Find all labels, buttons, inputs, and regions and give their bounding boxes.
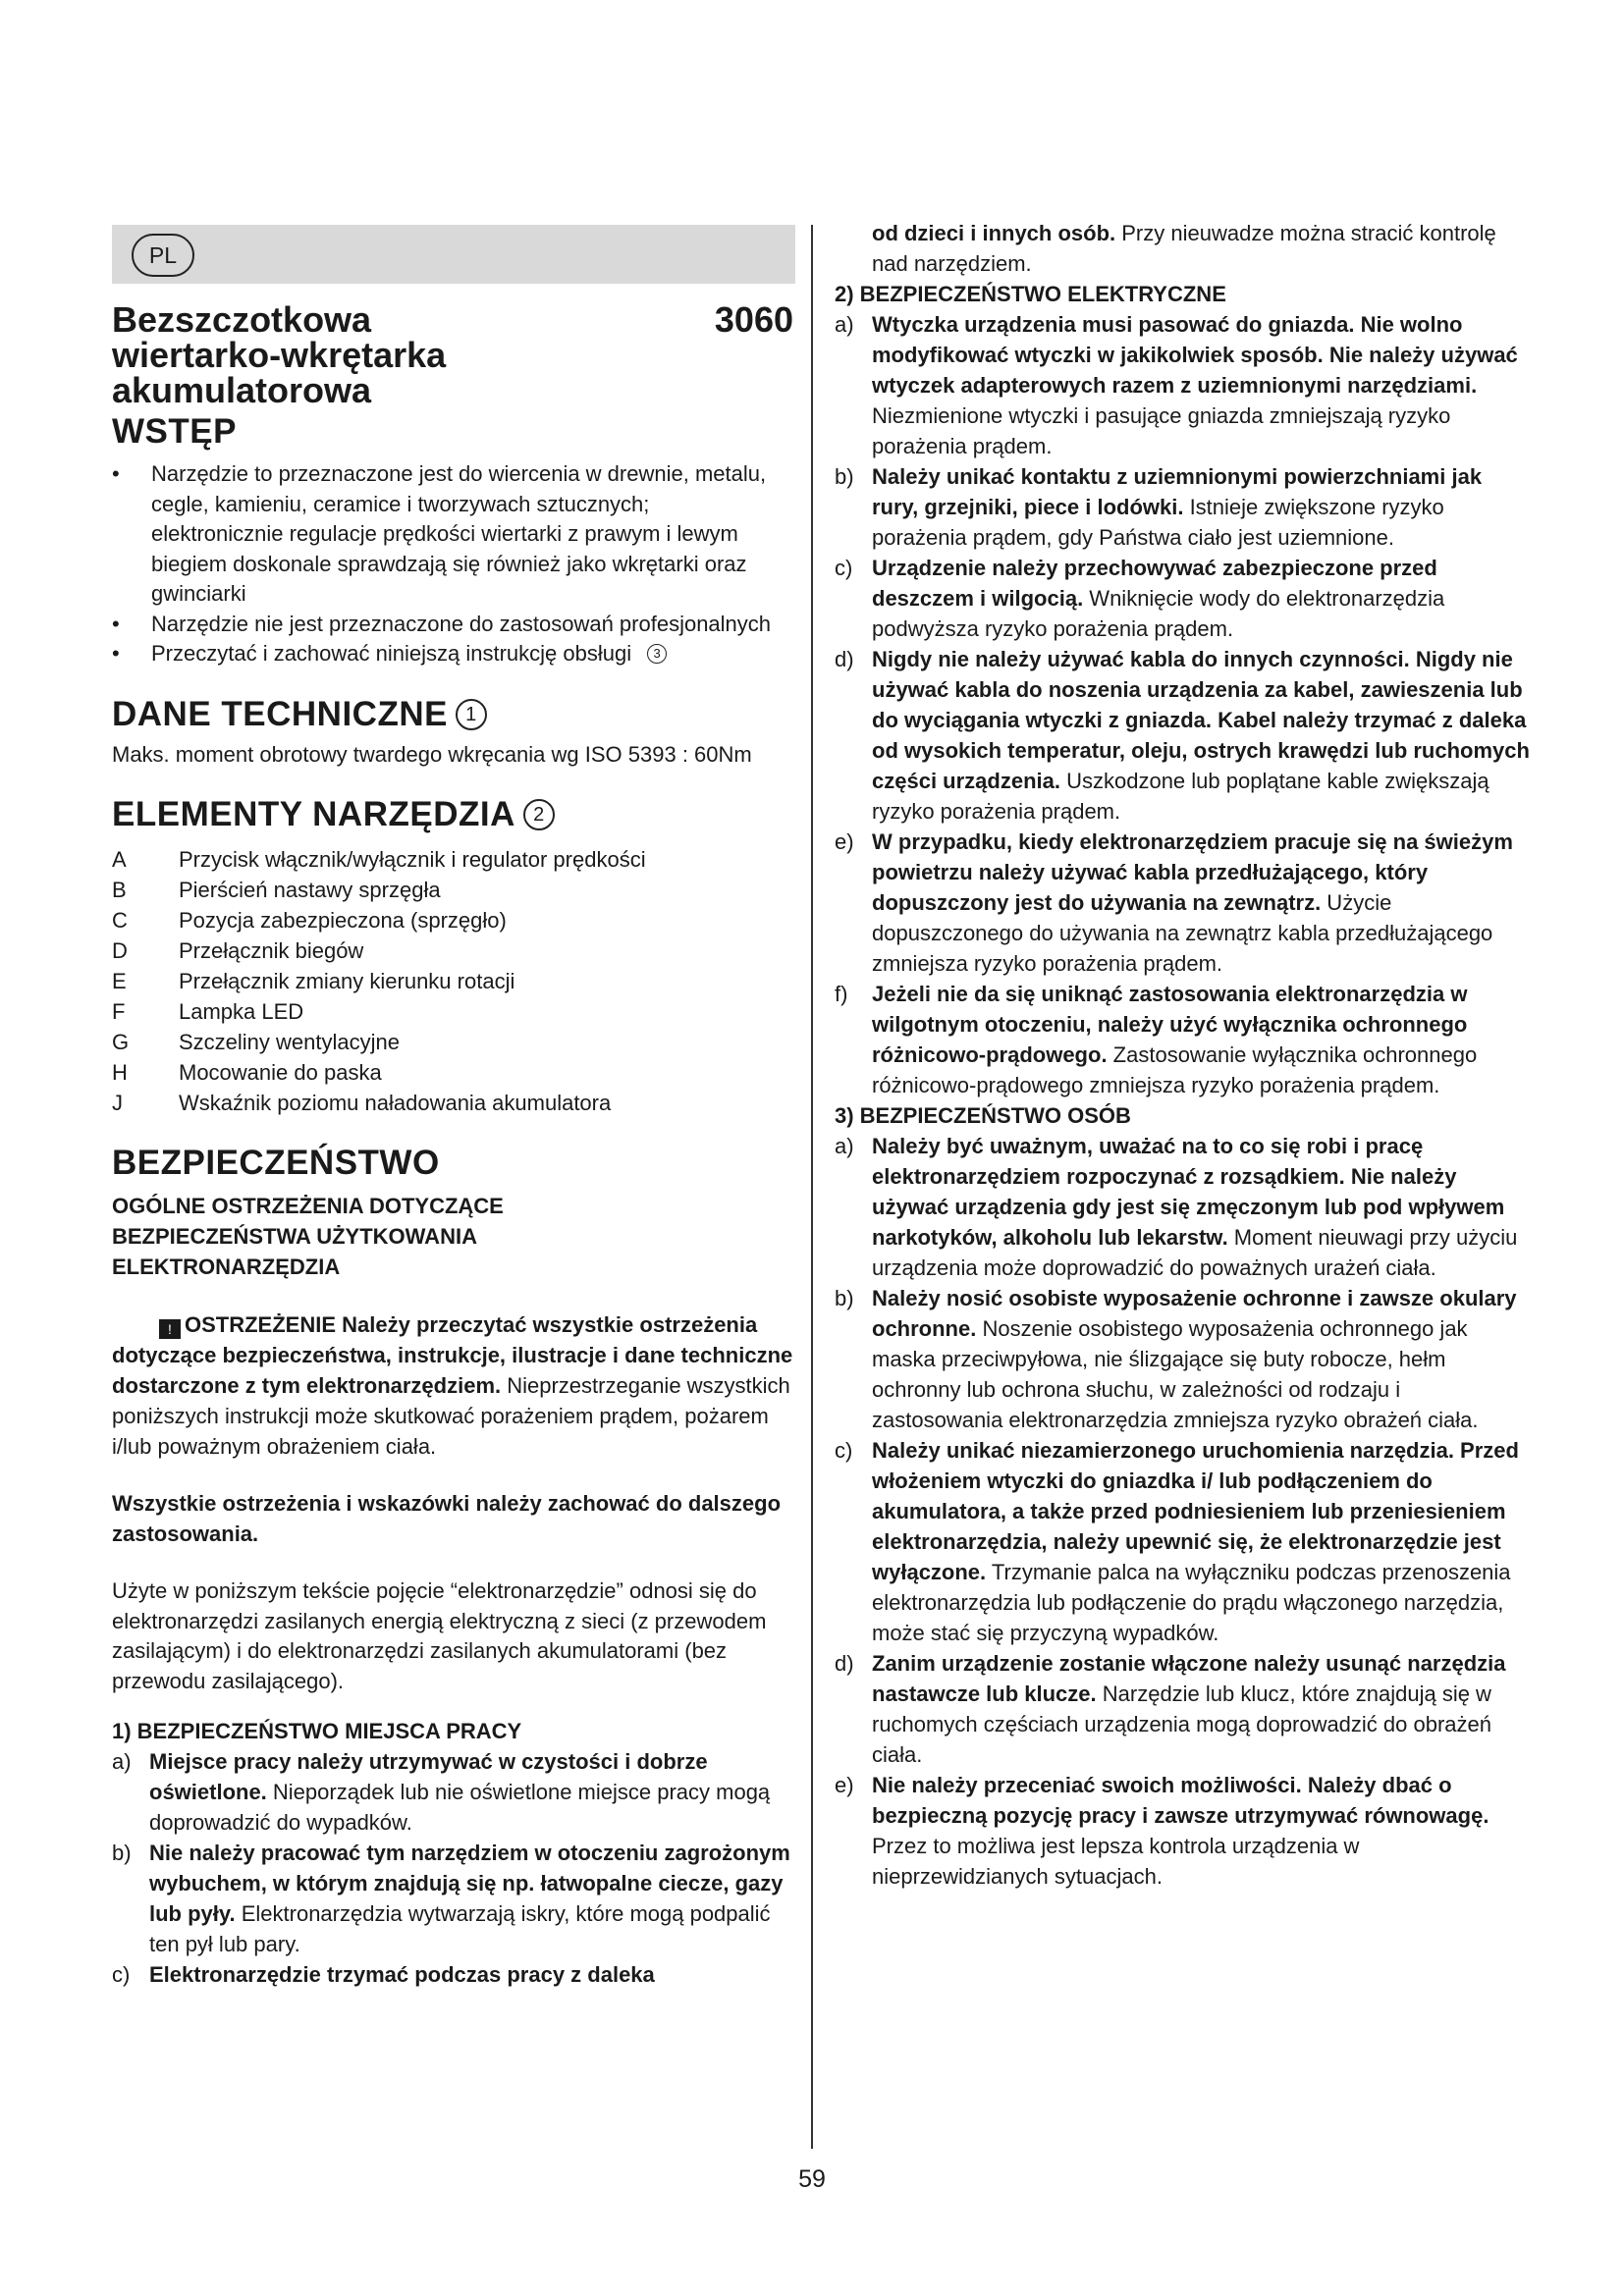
item-bold: Nie należy przeceniać swoich możliwości. Należy dbać o bezpieczną pozycję pracy i zawsze utrzymywać równowagę.	[872, 1773, 1489, 1828]
product-title-line-2: wiertarko-wkrętarka	[112, 335, 447, 375]
safety-item	[835, 1648, 1532, 1770]
part-item	[112, 996, 795, 1027]
item-text: Noszenie osobistego wyposażenia ochronnego jak maska przeciwpyłowa, nie ślizgające się buty robocze, hełm ochronny lub ochrona słuchu, w zależności od rodzaju i zastosowania elektronarzędzia zmniejsza ryzyko obrażeń ciała.	[872, 1316, 1479, 1432]
item-bold: od dzieci i innych osób.	[872, 221, 1116, 245]
language-bar	[112, 225, 795, 284]
item-text: Przy nieuwadze można stracić kontrolę nad narzędziem.	[872, 221, 1496, 276]
definition-text: Użyte w poniższym tekście pojęcie “elektronarzędzie” odnosi się do elektronarzędzi zasilanych energią elektryczną z sieci (z przewodem zasilającym) i do elektronarzędzi zasilanych akumulatorami (bez przewodu zasilającego).	[112, 1578, 767, 1693]
safety-heading: BEZPIECZEŃSTWO	[112, 1144, 440, 1182]
part-label: Wskaźnik poziomu naładowania akumulatora	[179, 1091, 612, 1115]
language-badge: PL	[132, 234, 194, 277]
tech-heading-text: DANE TECHNICZNE	[112, 694, 448, 733]
elements-heading	[112, 795, 795, 834]
figure-ref-icon: 2	[523, 799, 555, 830]
part-item	[112, 1088, 795, 1118]
item-label: a)	[835, 1134, 854, 1158]
elements-heading-text: ELEMENTY NARZĘDZIA	[112, 795, 515, 833]
work-area-heading: 1) BEZPIECZEŃSTWO MIEJSCA PRACY	[112, 1719, 522, 1743]
part-code: B	[112, 878, 127, 902]
intro-heading: WSTĘP	[112, 412, 237, 451]
model-number: 3060	[714, 299, 793, 340]
column-divider	[811, 225, 813, 2149]
item-text: Użycie dopuszczonego do używania na zewnątrz kabla przedłużającego zmniejsza ryzyko porażenia prądem.	[872, 890, 1493, 976]
warning-icon: !	[159, 1319, 181, 1339]
item-text: Wniknięcie wody do elektronarzędzia podwyższa ryzyko porażenia prądem.	[872, 586, 1445, 641]
item-bold: W przypadku, kiedy elektronarzędziem pracuje się na świeżym powietrzu należy używać kabla przedłużającego, który dopuszczony jest do używania na zewnątrz.	[872, 829, 1513, 915]
item-label: b)	[835, 464, 854, 489]
item-label: f)	[835, 982, 848, 1006]
keep-instructions-note: Wszystkie ostrzeżenia i wskazówki należy zachować do dalszego zastosowania.	[112, 1491, 782, 1546]
item-bold: Urządzenie należy przechowywać zabezpieczone przed deszczem i wilgocią.	[872, 556, 1437, 611]
item-label: c)	[835, 1438, 853, 1463]
item-label: c)	[112, 1962, 131, 1987]
item-label: c)	[835, 556, 853, 580]
item-bold: Nie należy pracować tym narzędziem w otoczeniu zagrożonym wybuchem, w którym znajdują się np. łatwopalne ciecze, gazy lub pyły.	[149, 1841, 790, 1926]
part-item	[112, 966, 795, 996]
figure-ref-icon: 1	[456, 699, 487, 730]
part-label: Przełącznik biegów	[179, 938, 364, 963]
part-item	[112, 935, 795, 966]
item-text: Elektronarzędzia wytwarzają iskry, które mogą podpalić ten pył lub pary.	[149, 1901, 771, 1956]
parts-list	[112, 844, 795, 1118]
item-label: a)	[835, 312, 854, 337]
safety-item	[835, 1770, 1532, 1892]
safety-item	[835, 553, 1532, 644]
safety-item	[112, 1959, 795, 1990]
warning-text: Nieprzestrzeganie wszystkich poniższych instrukcji może skutkować porażeniem prądem, pożarem i/lub poważnym obrażeniem ciała.	[112, 1373, 790, 1459]
part-item	[112, 875, 795, 905]
intro-bullet: • Narzędzie to przeznaczone jest do wiercenia w drewnie, metalu, cegle, kamieniu, ceramice i tworzywach sztucznych; elektronicznie regulacje prędkości wiertarki z prawym i lewym biegiem doskonale sprawdzają się również jako wkrętarki oraz gwinciarki	[112, 459, 795, 610]
item-label: e)	[835, 1773, 854, 1797]
intro-bullet	[112, 639, 795, 669]
product-title-line-1: Bezszczotkowa	[112, 299, 372, 340]
safety-item	[112, 1746, 795, 1838]
item-label: a)	[112, 1749, 132, 1774]
item-text: Uszkodzone lub poplątane kable zwiększają ryzyko porażenia prądem.	[872, 769, 1489, 824]
item-bold: Należy unikać kontaktu z uziemnionymi powierzchniami jak rury, grzejniki, piece i lodówki.	[872, 464, 1483, 519]
intro-list	[112, 459, 795, 669]
item-bold: Należy być uważnym, uważać na to co się robi i pracę elektronarzędziem rozpoczynać z rozsądkiem. Nie należy używać urządzenia gdy jest się zmęczonym lub pod wpływem narkotyków, alkoholu lub lekarstw.	[872, 1134, 1505, 1250]
item-bold: Nigdy nie należy używać kabla do innych czynności. Nigdy nie używać kabla do noszenia urządzenia za kabel, zawieszenia lub do wyciągania wtyczki z gniazda. Kabel należy trzymać z daleka od wysokich temperatur, oleju, ostrych krawędzi lub ruchomych części urządzenia.	[872, 647, 1530, 793]
part-code: G	[112, 1030, 130, 1054]
item-text: Przez to możliwa jest lepsza kontrola urządzenia w nieprzewidzianych sytuacjach.	[872, 1834, 1360, 1889]
figure-ref-icon: 3	[647, 644, 667, 664]
part-item	[112, 1027, 795, 1057]
part-code: E	[112, 969, 127, 993]
safety-item	[835, 1435, 1532, 1648]
item-text: Zastosowanie wyłącznika ochronnego różnicowo-prądowego zmniejsza ryzyko porażenia prądem.	[872, 1042, 1478, 1097]
item-label: d)	[835, 647, 854, 671]
safety-item	[835, 461, 1532, 553]
item-bold: Elektronarzędzie trzymać podczas pracy z daleka	[149, 1962, 655, 1987]
item-text: Trzymanie palca na wyłączniku podczas przenoszenia elektronarzędzia lub podłączenie do prądu włączonego narzędzia, może stać się przyczyną wypadków.	[872, 1560, 1511, 1645]
right-column	[835, 218, 1532, 1892]
left-column	[112, 299, 795, 1990]
item-text: Narzędzie lub klucz, które znajdują się w ruchomych częściach urządzenia mogą doprowadzić do obrażeń ciała.	[872, 1682, 1492, 1767]
part-label: Pozycja zabezpieczona (sprzęgło)	[179, 908, 507, 933]
tech-text: Maks. moment obrotowy twardego wkręcania wg ISO 5393 : 60Nm	[112, 741, 752, 767]
part-item	[112, 905, 795, 935]
safety-item	[835, 979, 1532, 1100]
general-warning	[112, 1309, 795, 1462]
item-bold: Jeżeli nie da się uniknąć zastosowania elektronarzędzia w wilgotnym otoczeniu, należy użyć wyłącznika ochronnego różnicowo-prądowego.	[872, 982, 1468, 1067]
part-item	[112, 1057, 795, 1088]
item-label: d)	[835, 1651, 854, 1676]
item-bold: Należy nosić osobiste wyposażenie ochronne i zawsze okulary ochronne.	[872, 1286, 1517, 1341]
part-code: H	[112, 1060, 128, 1085]
safety-item	[835, 1283, 1532, 1435]
part-label: Przycisk włącznik/wyłącznik i regulator prędkości	[179, 847, 646, 872]
item-text: Niezmienione wtyczki i pasujące gniazda zmniejszają ryzyko porażenia prądem.	[872, 403, 1451, 458]
item-text: Moment nieuwagi przy użyciu urządzenia może doprowadzić do poważnych urażeń ciała.	[872, 1225, 1518, 1280]
safety-item	[835, 309, 1532, 461]
safety-item	[835, 827, 1532, 979]
item-text: Nieporządek lub nie oświetlone miejsce pracy mogą doprowadzić do wypadków.	[149, 1780, 771, 1835]
item-bold: Miejsce pracy należy utrzymywać w czystości i dobrze oświetlone.	[149, 1749, 708, 1804]
part-item	[112, 844, 795, 875]
item-text: Istnieje zwiększone ryzyko porażenia prądem, gdy Państwa ciało jest uziemnione.	[872, 495, 1444, 550]
item-bold: Wtyczka urządzenia musi pasować do gniazda. Nie wolno modyfikować wtyczki w jakikolwiek sposób. Nie należy używać wtyczek adapterowych razem z uziemnionymi narzędziami.	[872, 312, 1518, 398]
part-code: J	[112, 1091, 123, 1115]
safety-item	[835, 644, 1532, 827]
part-code: F	[112, 999, 126, 1024]
item-bold: Zanim urządzenie zostanie włączone należy usunąć narzędzia nastawcze lub klucze.	[872, 1651, 1506, 1706]
product-title	[112, 299, 447, 410]
title-block	[112, 299, 795, 410]
warning-bold-text: OSTRZEŻENIE Należy przeczytać wszystkie ostrzeżenia dotyczące bezpieczeństwa, instrukcje, ilustracje i dane techniczne dostarczone z tym elektronarzędziem.	[112, 1312, 793, 1398]
item-bold: Należy unikać niezamierzonego uruchomienia narzędzia. Przed włożeniem wtyczki do gniazdka i/ lub podłączeniem do akumulatora, a także przed podniesieniem lub przeniesieniem elektronarzędzia, należy upewnić się, że elektronarzędzie jest wyłączone.	[872, 1438, 1519, 1584]
intro-bullet: • Narzędzie nie jest przeznaczone do zastosowań profesjonalnych	[112, 610, 795, 640]
safety-subheading: OGÓLNE OSTRZEŻENIA DOTYCZĄCE BEZPIECZEŃSTWA UŻYTKOWANIA ELEKTRONARZĘDZIA	[112, 1194, 504, 1279]
tech-heading	[112, 695, 795, 734]
product-title-line-3: akumulatorowa	[112, 370, 372, 410]
part-label: Lampka LED	[179, 999, 304, 1024]
part-code: D	[112, 938, 128, 963]
continued-item	[835, 218, 1532, 279]
part-label: Przełącznik zmiany kierunku rotacji	[179, 969, 515, 993]
part-label: Mocowanie do paska	[179, 1060, 382, 1085]
safety-item	[112, 1838, 795, 1959]
personal-heading: 3) BEZPIECZEŃSTWO OSÓB	[835, 1103, 1131, 1128]
part-label: Szczeliny wentylacyjne	[179, 1030, 400, 1054]
item-label: b)	[112, 1841, 132, 1865]
electrical-heading: 2) BEZPIECZEŃSTWO ELEKTRYCZNE	[835, 282, 1226, 306]
part-code: A	[112, 847, 127, 872]
part-label: Pierścień nastawy sprzęgła	[179, 878, 441, 902]
item-label: e)	[835, 829, 854, 854]
intro-bullet-text: Przeczytać i zachować niniejszą instrukcję obsługi	[151, 641, 632, 666]
safety-item	[835, 1131, 1532, 1283]
page-number: 59	[798, 2165, 826, 2193]
part-code: C	[112, 908, 128, 933]
item-label: b)	[835, 1286, 854, 1310]
